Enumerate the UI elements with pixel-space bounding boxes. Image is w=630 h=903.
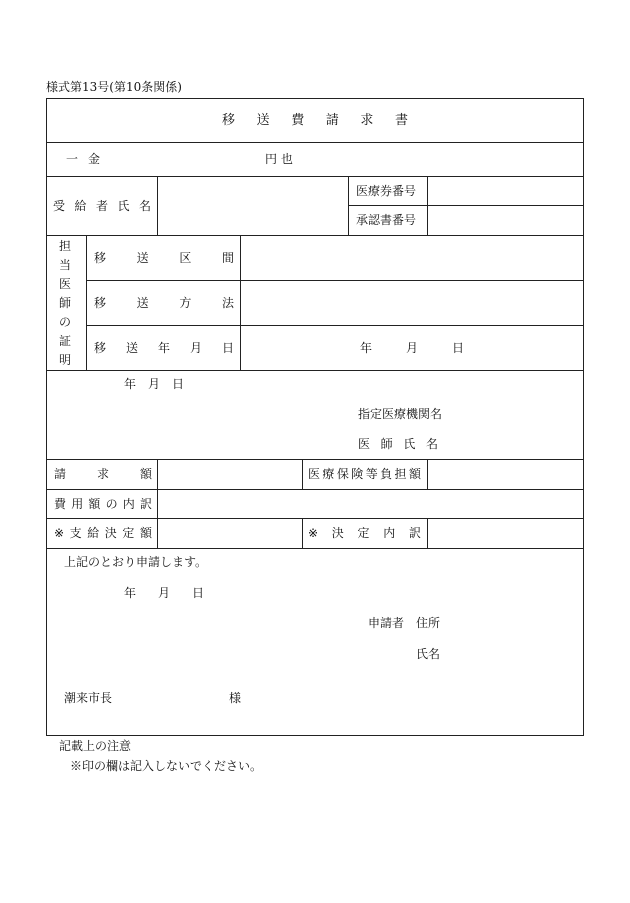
doctor-name-label: 医 師 氏 名 <box>358 437 438 451</box>
notes-line: ※印の欄は記入しないでください。 <box>70 759 263 773</box>
mayor-label: 潮来市長 <box>64 691 113 705</box>
honorific: 様 <box>229 691 242 705</box>
application-statement: 上記のとおり申請します。 <box>64 555 208 569</box>
cert-date[interactable]: 年 月 日 <box>124 377 185 391</box>
medical-ticket-field[interactable] <box>428 177 583 204</box>
medical-ticket-label: 医療券番号 <box>356 184 417 198</box>
form-number: 様式第13号(第10条関係) <box>46 80 182 94</box>
recipient-name-field[interactable] <box>158 177 347 234</box>
approval-number-label: 承認書番号 <box>356 213 417 227</box>
amount-suffix: 円 也 <box>265 152 293 166</box>
doctor-cert-label: 担 当 医 師 の 証 明 <box>58 239 71 367</box>
divider <box>46 518 584 519</box>
divider <box>46 370 584 371</box>
applicant-name-label: 氏名 <box>416 647 441 661</box>
approval-number-field[interactable] <box>428 206 583 234</box>
applicant-address-label: 申請者 住所 <box>368 616 441 630</box>
transfer-date-value[interactable]: 年 月 日 <box>360 341 464 355</box>
institution-label: 指定医療機関名 <box>358 407 443 421</box>
divider <box>302 459 303 489</box>
payment-decision-label: ※ 支 給 決 定 額 <box>54 526 152 540</box>
recipient-name-label: 受 給 者 氏 名 <box>53 199 151 213</box>
transfer-method-field[interactable] <box>241 281 583 324</box>
divider <box>302 518 303 548</box>
divider <box>46 548 584 549</box>
cost-breakdown-field[interactable] <box>158 490 583 517</box>
application-date[interactable]: 年 月 日 <box>124 586 204 600</box>
form-title: 移 送 費 請 求 書 <box>222 113 408 128</box>
transfer-method-label: 移 送 方 法 <box>94 296 234 310</box>
claim-amount-field[interactable] <box>158 460 301 488</box>
divider <box>427 518 428 548</box>
insurance-field[interactable] <box>428 460 583 488</box>
divider <box>348 176 349 235</box>
cost-breakdown-label: 費 用 額 の 内 訳 <box>54 497 152 511</box>
transfer-section-label: 移 送 区 間 <box>94 251 234 265</box>
decision-breakdown-label: ※ 決 定 内 訳 <box>308 526 421 540</box>
claim-amount-label: 請 求 額 <box>54 467 152 481</box>
divider <box>86 235 87 370</box>
divider <box>86 325 584 326</box>
notes-title: 記載上の注意 <box>59 739 132 753</box>
transfer-section-field[interactable] <box>241 236 583 279</box>
divider <box>46 142 584 143</box>
insurance-label: 医 療 保 険 等 負 担 額 <box>308 467 421 481</box>
transfer-date-label: 移 送 年 月 日 <box>94 341 234 355</box>
amount-label: 一 金 <box>66 152 100 166</box>
